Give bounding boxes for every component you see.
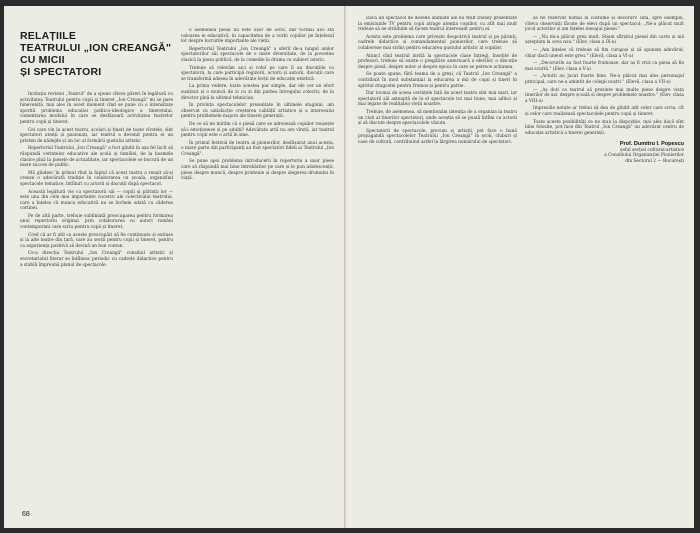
- left-column-1: [20, 28, 173, 520]
- author-role-line: din Sectorul 2 — București: [625, 159, 684, 165]
- paragraph: Trebuie să relevăm aici și rolul pe care îl au discuțiile cu spectatorii, la care participă regizorii, actorii și autorii, discuții care se transformă adesea în adevărate lecții de educație estetică.: [181, 65, 334, 82]
- paragraph: — „Aș dori ca teatrul să prezinte mai multe piese despre viața tinerilor de azi, despre școală și despre problemele noastre." (Elev, clasa a VIII-a): [525, 87, 684, 104]
- paragraph: — „Nu mi-a plăcut prea mult. Știam sfîrșitul piesei din carte și mă așteptam la ceva nou." (Elev, clasa a IX-a): [525, 34, 684, 46]
- paragraph: Ce-a direcția Teatrului „Ion Creangă" consiliul artistic și secretariatul literar se întîlnesc periodic cu cadrele didactice pentru a stabili împreună planul de spectacole.: [20, 251, 173, 268]
- paragraph: Cei care vin la acest teatru, școlari și tineri de toate vîrstele, sînt spectatori atenți și pasionați, iar teatrul a devenit pentru ei un prieten de nădejde și un loc al formării gustului artistic.: [20, 127, 173, 144]
- author-name: Prof. Dumitru I. Popescu: [619, 141, 684, 148]
- body-text: [20, 92, 173, 268]
- paragraph: De ce să ne mirăm că o piesă care se adresează copiilor reușește să-i emoționeze și pe adulți? Adevărata artă nu are vîrstă, iar teatrul pentru copii este o artă în sine.: [181, 121, 334, 139]
- author-role-line: a Consiliului Organizației Pionierilor: [604, 153, 684, 159]
- body-text: [358, 16, 517, 145]
- paragraph: — „Actorii au jucat foarte bine. Ne-a plăcut mai ales personajul principal, care ne-a amintit de colegii noștri." (Elevă, clasa a VII-a): [525, 74, 684, 85]
- paragraph: Dar tocmai de aceea cerințele față de acest teatru sînt mai mari, iar spectatorii săi așteaptă de la el spectacole tot mai bune, mai adînci și mai legate de realitatea vieții noastre.: [358, 91, 517, 108]
- paragraph: Toate aceste posibilități ce ne stau la dispoziție, mai ales dacă sînt bine folosite, pot face din Teatrul „Ion Creangă" un adevărat centru de educație artistică a tinerei generații.: [525, 119, 684, 136]
- paragraph: Această legătură vie cu spectatorii săi — copiii și părinții lor — este una din cele mai importante cuceriri ale colectivului teatrului, care a înțeles că munca educativă nu se încheie odată cu căderea cortinei.: [20, 189, 173, 212]
- paragraph: Invitația revistei „Teatrul" de a spune cîteva păreri în legătură cu activitatea Teatrului pentru copii și tineret „Ion Creangă" mi se pare binevenită, mai ales în acest moment cînd se pune cu o intensitate sporită problema educației politico-ideologice a tineretului, comentarea modului în care se desfășoară activitatea teatrelor pentru copii și tineret.: [20, 92, 173, 125]
- paragraph: Acesta este problema care privește deopotrivă teatrul și pe părinți, cadrele didactice și comandamentul pionierilor, care trebuie să colaboreze mai strîns pentru educarea gustului artistic al copiilor.: [358, 34, 517, 51]
- body-text: [525, 16, 684, 136]
- paragraph: — „Decorurile au fost foarte frumoase, dar aș fi vrut ca piesa să fie mai scurtă." (Elev, clasa a V-a): [525, 61, 684, 72]
- paragraph: La prima vedere, toate acestea par simple, dar ele cer un efort susținut și o muncă de zi cu zi din partea întregului colectiv, de la director pînă la ultimul tehnician.: [181, 84, 334, 101]
- left-page-columns: [20, 28, 334, 520]
- paragraph: să fie rezervat numai la costume și decoruri! Iată, spre exemplu, cîteva observații făcute de elevi după un spectacol: „Ne-a plăcut mult jocul actorilor și am înțeles mesajul piesei.": [525, 16, 684, 33]
- paragraph: Repertoriul Teatrului „Ion Creangă" a oferit de-a lungul anilor spectatorilor săi spectacole de o mare diversitate, de la povestea clasică la piesa politică, de la comedie la drama cu subiect istoric.: [181, 46, 334, 63]
- left-page: [4, 6, 344, 528]
- paragraph: În primul festival de teatru al pionierilor, desfășurat anul acesta, o mare parte din participanți au fost spectatori fideli ai Teatrului „Ion Creangă".: [181, 140, 334, 157]
- title-line: ȘI SPECTATORI: [20, 66, 102, 78]
- paragraph: o asemenea piesă nu este ușor de scris, dar tocmai aici stă valoarea ei educativă, în capacitatea de a vorbi copiilor pe înțelesul lor despre lucrurile importante ale vieții.: [181, 28, 334, 45]
- page-fold: [344, 6, 347, 528]
- paragraph: Spectatorii de spectacole, precum și artiștii, pot face o bună propagandă spectacolelor Teatrului „Ion Creangă" în școli, cluburi și case de cultură, contribuind astfel la lărgirea numărului de spectatori.: [358, 128, 517, 145]
- page-number: 68: [22, 511, 30, 518]
- paragraph: Atunci cînd teatrul invită la spectacole clase întregi, însoțite de profesori, trebuie să existe o pregătire anterioară a elevilor, o discuție despre piesă, despre autor și despre epoca în care se petrece acțiunea.: [358, 53, 517, 70]
- paragraph: Dacă un spectacol de desene animate ale lui Walt Disney prezentate la emisiunile TV pentru copii atrage atenția copiilor, cu atît mai mult trebuie să ne străduim să facem teatrul interesant pentru ei.: [358, 16, 517, 33]
- title-line: RELAȚIILE: [20, 30, 77, 42]
- paragraph: Se pune apoi problema introducerii în repertoriu a unor piese care să răspundă mai bine întrebărilor pe care și le pun adolescenții, piese despre muncă, despre prietenie și despre alegerea drumului în viață.: [181, 159, 334, 182]
- left-column-2: [181, 28, 334, 520]
- right-page: [344, 6, 694, 528]
- paragraph: Impresiile notate ar trebui să dea de gîndit atît celor care scriu, cît și celor care realizează spectacolele pentru copii și tineret.: [525, 106, 684, 117]
- paragraph: Mă gîndesc în primul rînd la faptul că acest teatru a reușit să-și creeze o adevărată tradiție în colaborarea cu școala, organizînd spectacole tematice, întîlniri cu actorii și discuții după spectacol.: [20, 170, 173, 187]
- paragraph: În privința spectacolelor prezentate în ultimele stagiuni, am observat cu satisfacție creșterea calității artistice și a interesului pentru problemele majore ale tinerei generații.: [181, 103, 334, 120]
- right-column-2: [525, 16, 684, 520]
- paragraph: Pe de altă parte, trebuie subliniată preocuparea pentru formarea unui repertoriu original, prin colaborarea cu autori români contemporani care scriu pentru copii și tineret.: [20, 213, 173, 231]
- body-text: [181, 28, 334, 182]
- title-line: CU MICII: [20, 54, 65, 66]
- paragraph: Repertoriul Teatrului „Ion Creangă" a fost gîndit în așa fel încît să răspundă cerințelor educative ale școlii și familiei, de la basmele clasice pînă la piesele de actualitate, iar spectacolele se bucură de un mare succes de public.: [20, 146, 173, 169]
- paragraph: Trebuie, de asemenea, să menționăm intenția de a organiza la teatru un club al tinerilor spectatori, unde aceștia să se poată întîlni cu actorii și să discute despre spectacolele văzute.: [358, 109, 517, 127]
- author-signature: [525, 142, 684, 164]
- title-line: TEATRULUI „ION CREANGĂ": [20, 42, 172, 54]
- article-title: [20, 30, 173, 78]
- right-page-columns: [358, 16, 684, 520]
- paragraph: Se poate spune, fără teama de a greși, că Teatrul „Ion Creangă" a contribuit în mod substanțial la educarea a mii de copii și tineri în spiritul dragostei pentru frumos și pentru patrie.: [358, 72, 517, 89]
- author-role-line: șeful secției cultural-artistice: [620, 147, 684, 153]
- paragraph: Cred că ar fi util ca aceste preocupări să fie continuate și extinse și la alte teatre din țară, care au secții pentru copii și tineret, pentru ca experiența pozitivă să devină un bun comun.: [20, 232, 173, 249]
- right-column-1: [358, 16, 517, 520]
- paragraph: — „Am înțeles că trebuie să fim curajoși și să spunem adevărul, chiar dacă uneori este greu." (Elevă, clasa a VI-a): [525, 47, 684, 59]
- magazine-spread: [4, 6, 694, 528]
